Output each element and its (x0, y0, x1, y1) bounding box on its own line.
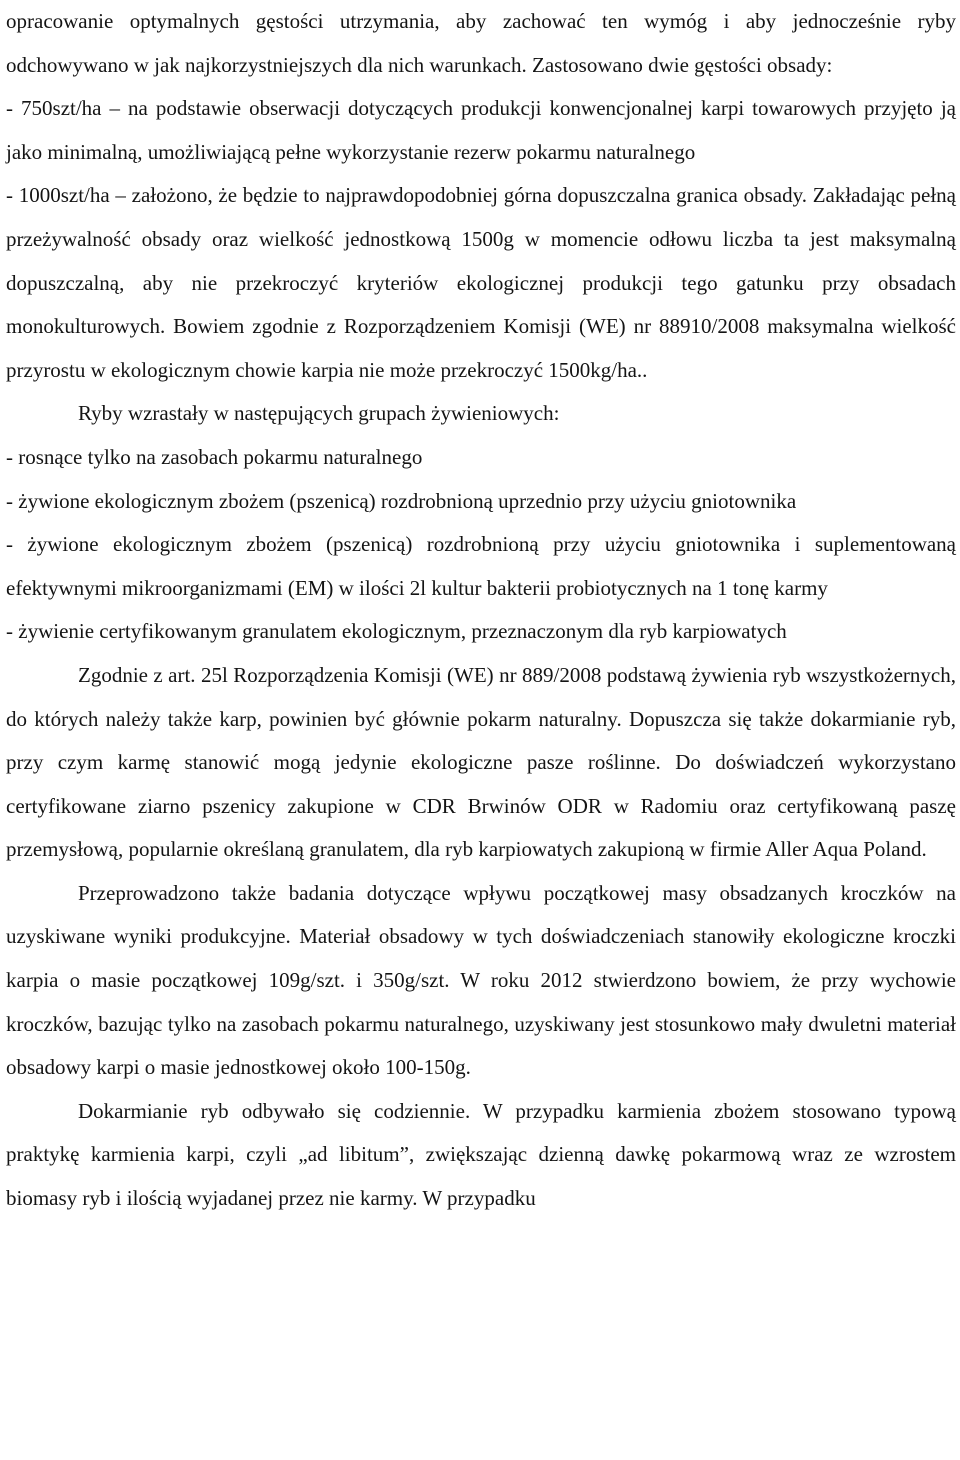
list-item-crushed-wheat: - żywione ekologicznym zbożem (pszenicą) rozdrobnioną uprzednio przy użyciu gniotownika (6, 488, 797, 513)
list-item-natural-food: - rosnące tylko na zasobach pokarmu naturalnego (6, 444, 423, 469)
list-item-granulate: - żywienie certyfikowanym granulatem ekologicznym, przeznaczonym dla ryb karpiowatych (6, 619, 787, 644)
paragraph-feeding-practice: Dokarmianie ryb odbywało się codziennie. W przypadku karmienia zbożem stosowano typową praktykę karmienia karpi, czyli „ad libitum”, zwiększając dzienną dawkę pokarmową wraz ze wzrostem biomasy ryb i ilością wyjadanej przez nie karmy. W przypadku (6, 1098, 956, 1211)
list-item-density-750: - 750szt/ha – na podstawie obserwacji dotyczących produkcji konwencjonalnej karpi towarowych przyjęto ją jako minimalną, umożliwiającą pełne wykorzystanie rezerw pokarmu naturalnego (6, 96, 956, 164)
document-page (6, 0, 956, 1221)
paragraph-feeding-groups-intro: Ryby wzrastały w następujących grupach żywieniowych: (78, 401, 560, 426)
list-item-wheat-em: - żywione ekologicznym zbożem (pszenicą) rozdrobnioną przy użyciu gniotownika i suplementowaną efektywnymi mikroorganizmami (EM) w ilości 2l kultur bakterii probiotycznych na 1 tonę karmy (6, 532, 956, 600)
paragraph-regulation: Zgodnie z art. 25l Rozporządzenia Komisji (WE) nr 889/2008 podstawą żywienia ryb wszystkożernych, do których należy także karp, powinien być głównie pokarm naturalny. Dopuszcza się także dokarmianie ryb, przy czym karmę stanowić mogą jedynie ekologiczne pasze roślinne. Do doświadczeń wykorzystano certyfikowane ziarno pszenicy zakupione w CDR Brwinów ODR w Radomiu oraz certyfikowaną paszę przemysłową, popularnie określaną granulatem, dla ryb karpiowatych zakupioną w firmie Aller Aqua Poland. (6, 662, 956, 862)
paragraph-density-intro: opracowanie optymalnych gęstości utrzymania, aby zachować ten wymóg i aby jednocześnie ryby odchowywano w jak najkorzystniejszych dla nich warunkach. Zastosowano dwie gęstości obsady: (6, 9, 956, 77)
list-item-density-1000: - 1000szt/ha – założono, że będzie to najprawdopodobniej górna dopuszczalna granica obsady. Zakładając pełną przeżywalność obsady oraz wielkość jednostkową 1500g w momencie odłowu liczba ta jest maksymalną dopuszczalną, aby nie przekroczyć kryteriów ekologicznej produkcji tego gatunku przy obsadach monokulturowych. Bowiem zgodnie z Rozporządzeniem Komisji (WE) nr 88910/2008 maksymalna wielkość przyrostu w ekologicznym chowie karpia nie może przekroczyć 1500kg/ha.. (6, 183, 956, 382)
paragraph-initial-mass: Przeprowadzono także badania dotyczące wpływu początkowej masy obsadzanych kroczków na uzyskiwane wyniki produkcyjne. Materiał obsadowy w tych doświadczeniach stanowiły ekologiczne kroczki karpia o masie początkowej 109g/szt. i 350g/szt. W roku 2012 stwierdzono bowiem, że przy wychowie kroczków, bazując tylko na zasobach pokarmu naturalnego, uzyskiwany jest stosunkowo mały dwuletni materiał obsadowy karpi o masie jednostkowej około 100-150g. (6, 880, 956, 1080)
